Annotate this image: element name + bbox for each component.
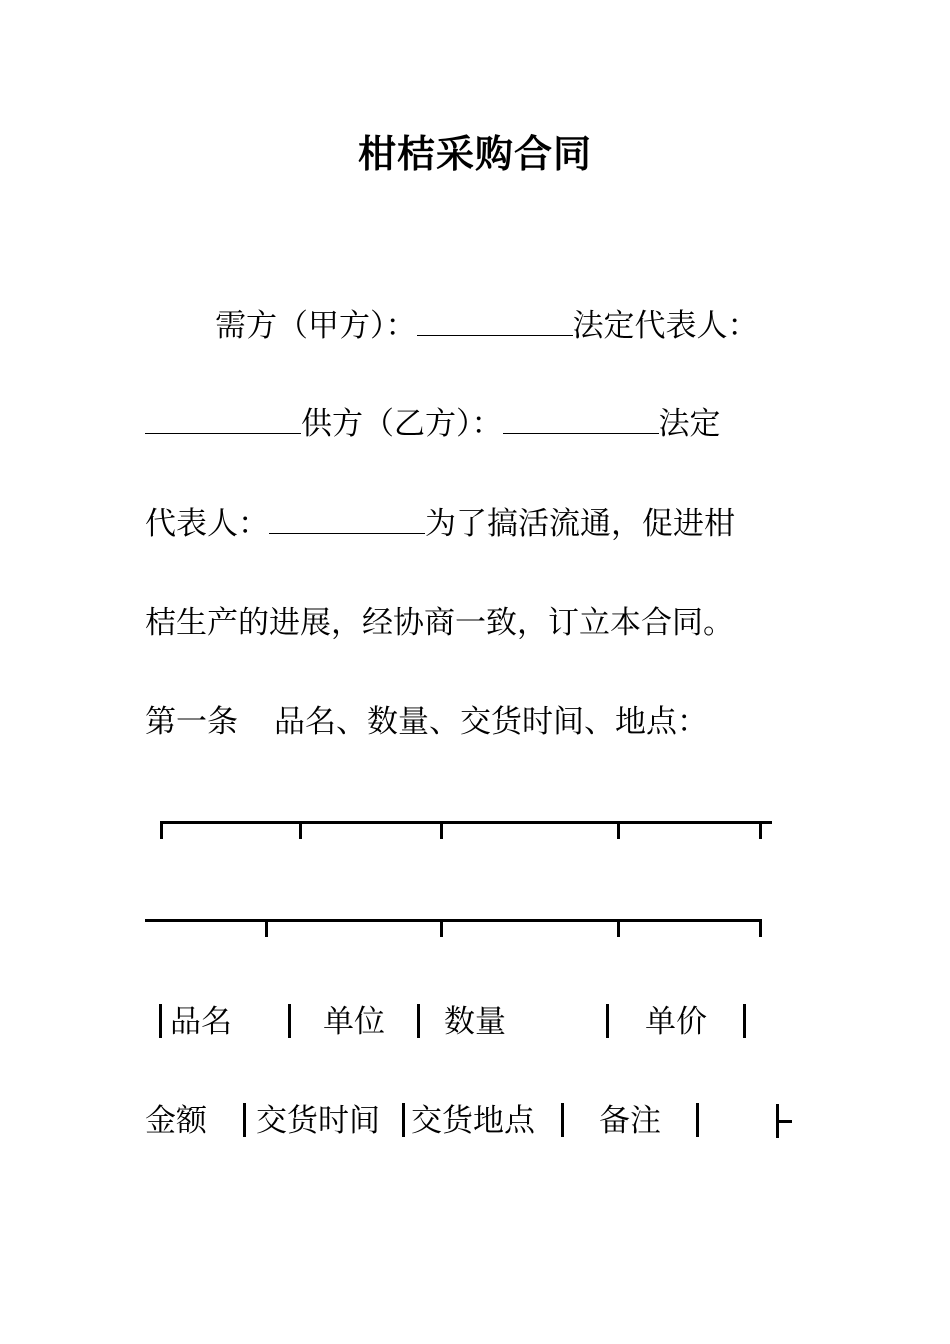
purpose-text: 为了搞活流通，促进柑 <box>425 506 735 542</box>
buyer-rep-blank[interactable] <box>145 405 301 434</box>
header-quantity: 数量 <box>444 1004 506 1040</box>
header-unit-price: 单价 <box>645 1004 707 1040</box>
table-header-row-2 <box>145 1101 709 1141</box>
buyer-name-blank[interactable] <box>417 307 573 336</box>
article-number: 第一条 <box>145 704 238 740</box>
buyer-label: 需方（甲方）： <box>215 308 417 344</box>
header-amount: 金额 <box>145 1103 207 1139</box>
purpose-text-cont: 桔生产的进展，经协商一致，订立本合同。 <box>145 605 734 641</box>
legal-rep-label-2-start: 法定 <box>658 406 721 442</box>
header-product-name: 品名 <box>170 1004 232 1040</box>
header-unit: 单位 <box>323 1004 385 1040</box>
paragraph-line-4 <box>145 603 734 643</box>
seller-name-blank[interactable] <box>503 405 659 434</box>
seller-label: 供方（乙方）： <box>301 406 503 442</box>
paragraph-line-2 <box>145 404 721 444</box>
table-header-row-1 <box>145 1002 756 1042</box>
legal-rep-label: 法定代表人： <box>572 308 759 344</box>
article-title: 品名、数量、交货时间、地点： <box>274 704 708 740</box>
header-remarks: 备注 <box>599 1103 661 1139</box>
paragraph-line-3 <box>145 504 735 544</box>
article-one-heading <box>145 702 708 742</box>
seller-rep-blank[interactable] <box>269 505 425 534</box>
paragraph-line-1 <box>215 306 759 346</box>
legal-rep-label-2-end: 代表人： <box>145 506 269 542</box>
header-delivery-place: 交货地点 <box>411 1103 535 1139</box>
header-delivery-time: 交货时间 <box>256 1103 380 1139</box>
document-title: 柑桔采购合同 <box>357 131 592 176</box>
